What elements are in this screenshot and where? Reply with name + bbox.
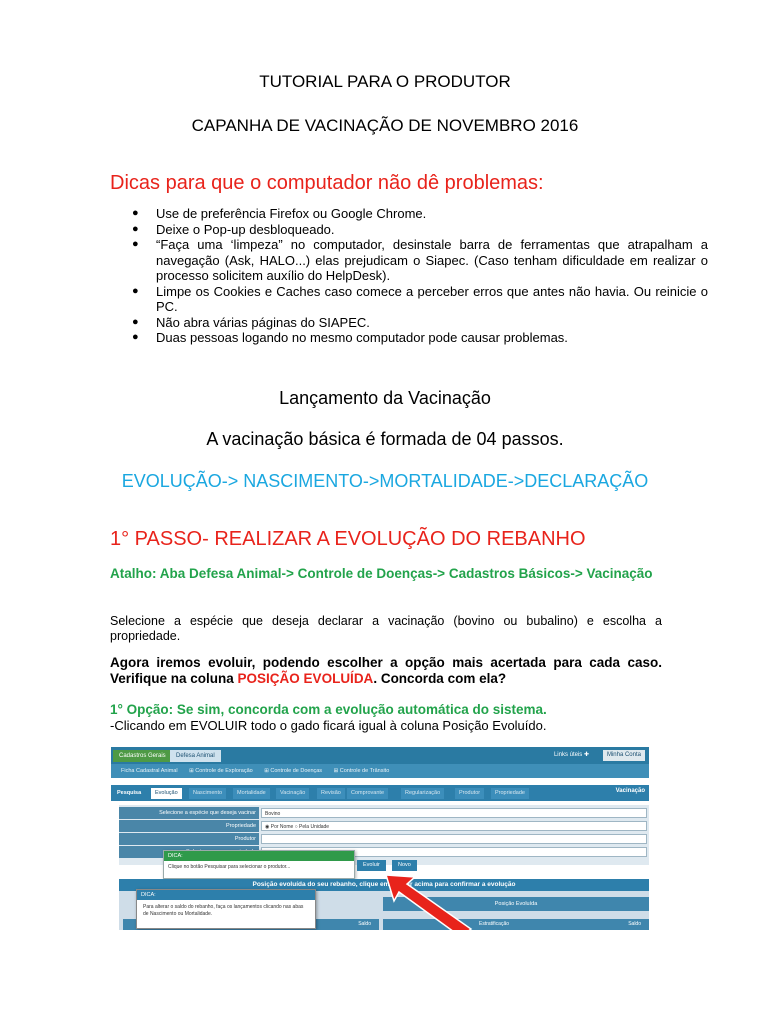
bullet-icon: ● [132, 207, 139, 219]
popup-text: Para alterar o saldo do rebanho, faça os lançamentos clicando nas abas de Nascimento ou Mortalidade. [143, 904, 304, 917]
subtab-propriedade: Propriedade [491, 788, 529, 799]
tip-item [132, 330, 708, 346]
menu-item: ⊞ Controle de Trânsito [333, 768, 390, 774]
subtab-revisao: Revisão [317, 788, 345, 799]
siapec-screenshot [111, 747, 649, 930]
col-saldo-label: Saldo [358, 921, 371, 927]
col-estratificacao-label: Estratificação [479, 921, 510, 927]
novo-button: Novo [392, 860, 417, 871]
tip-text: Duas pessoas logando no mesmo computador pode causar problemas. [156, 330, 568, 345]
shortcut-path: Atalho: Aba Defesa Animal-> Controle de Doenças-> Cadastros Básicos-> Vacinação [110, 566, 653, 581]
propriedade-radio: ◉ Por Nome ○ Pela Unidade [261, 821, 647, 831]
step1-title: 1° PASSO- REALIZAR A EVOLUÇÃO DO REBANHO [110, 528, 586, 550]
subtab-produtor: Produtor [455, 788, 484, 799]
tab-cadastros-gerais: Cadastros Gerais [113, 750, 172, 762]
tip-text: Não abra várias páginas do SIAPEC. [156, 314, 370, 330]
tip-item [132, 314, 708, 331]
red-arrow-icon [111, 747, 649, 930]
option1-title: 1° Opção: Se sim, concorda com a evolução automática do sistema. [110, 702, 547, 717]
tab-defesa-animal: Defesa Animal [170, 750, 221, 762]
bullet-icon: ● [132, 331, 139, 343]
links-uteis-link: Links úteis ✚ [553, 752, 589, 758]
subtab-vacinacao: Vacinação [276, 788, 309, 799]
section-subtitle: A vacinação básica é formada de 04 passos. [206, 429, 564, 449]
vacinacao-label: Vacinação [615, 788, 645, 794]
popup-header: DICA: [137, 890, 315, 900]
section-title: Lançamento da Vacinação [279, 388, 491, 408]
tip-text: Use de preferência Firefox ou Google Chrome. [156, 206, 427, 221]
steps-sequence: EVOLUÇÃO-> NASCIMENTO->MORTALIDADE->DECLARAÇÃO [121, 471, 649, 491]
subtab-regularizacao: Regularização [401, 788, 444, 799]
subtab-evolucao: Evolução [151, 788, 182, 799]
tip-text: Limpe os Cookies e Caches caso comece a perceber erros que antes não havia. Ou reinicie o PC. [156, 283, 708, 314]
tips-heading: Dicas para que o computador não dê problemas: [110, 172, 544, 194]
highlight-text: POSIÇÃO EVOLUÍDA [237, 671, 374, 686]
minha-conta-button: Minha Conta [603, 750, 645, 761]
question-text: Agora iremos evoluir, podendo escolher a opção mais acertada para cada caso. Verifique na coluna [110, 655, 662, 686]
bullet-icon: ● [132, 315, 139, 328]
tips-list [110, 206, 708, 346]
bullet-icon: ● [132, 238, 139, 250]
subtab-pesquisa: Pesquisa [113, 788, 145, 799]
especie-select: Bovino [261, 808, 647, 818]
bullet-icon: ● [132, 284, 139, 297]
bullet-icon: ● [132, 222, 139, 235]
question-paragraph [110, 655, 662, 687]
form-label: Propriedade [119, 820, 259, 832]
col-saldo-label: Saldo [628, 921, 641, 927]
tip-header: DICA: [164, 851, 354, 861]
document-subtitle: CAPANHA DE VACINAÇÃO DE NOVEMBRO 2016 [191, 116, 579, 135]
evolution-bar: Posição evoluída do seu rebanho, clique em evoluir acima para confirmar a evolução [119, 879, 649, 891]
subtab-mortalidade: Mortalidade [233, 788, 270, 799]
form-label: Produtor [119, 833, 259, 845]
menu-item: Ficha Cadastral Animal [121, 768, 178, 774]
tip-item [132, 206, 708, 222]
evoluir-button: Evoluir [357, 860, 386, 871]
tip-item [132, 221, 708, 238]
col-posicao-evoluida: Posição Evoluída [383, 897, 649, 911]
question-end: . Concorda com ela? [373, 671, 507, 686]
subtab-nascimento: Nascimento [189, 788, 226, 799]
tip-text: “Faça uma ‘limpeza” no computador, desinstale barra de ferramentas que atrapalham a navegação (Ask, HALO...) elas prejudicam o Siapec. (Caso tenham dificuldade em realizar o processo solicitem auxílio do HelpDesk). [156, 237, 708, 283]
option1-text: -Clicando em EVOLUIR todo o gado ficará igual à coluna Posição Evoluído. [110, 718, 547, 733]
tip-item [132, 237, 708, 284]
document-title: TUTORIAL PARA O PRODUTOR [259, 72, 511, 91]
instruction-paragraph: Selecione a espécie que deseja declarar a vacinação (bovino ou bubalino) e escolha a propriedade. [110, 614, 662, 643]
subtab-comprovante: Comprovante [347, 788, 388, 799]
tip-item [132, 283, 708, 315]
form-label: Selecione a espécie que deseja vacinar [119, 807, 259, 819]
menu-item: ⊞ Controle de Doenças [264, 768, 323, 774]
menu-item: ⊞ Controle de Exploração [189, 768, 253, 774]
tip-text: Deixe o Pop-up desbloqueado. [156, 221, 335, 237]
tip-text: Clique no botão Pesquisar para selecionar o produtor... [168, 864, 291, 870]
